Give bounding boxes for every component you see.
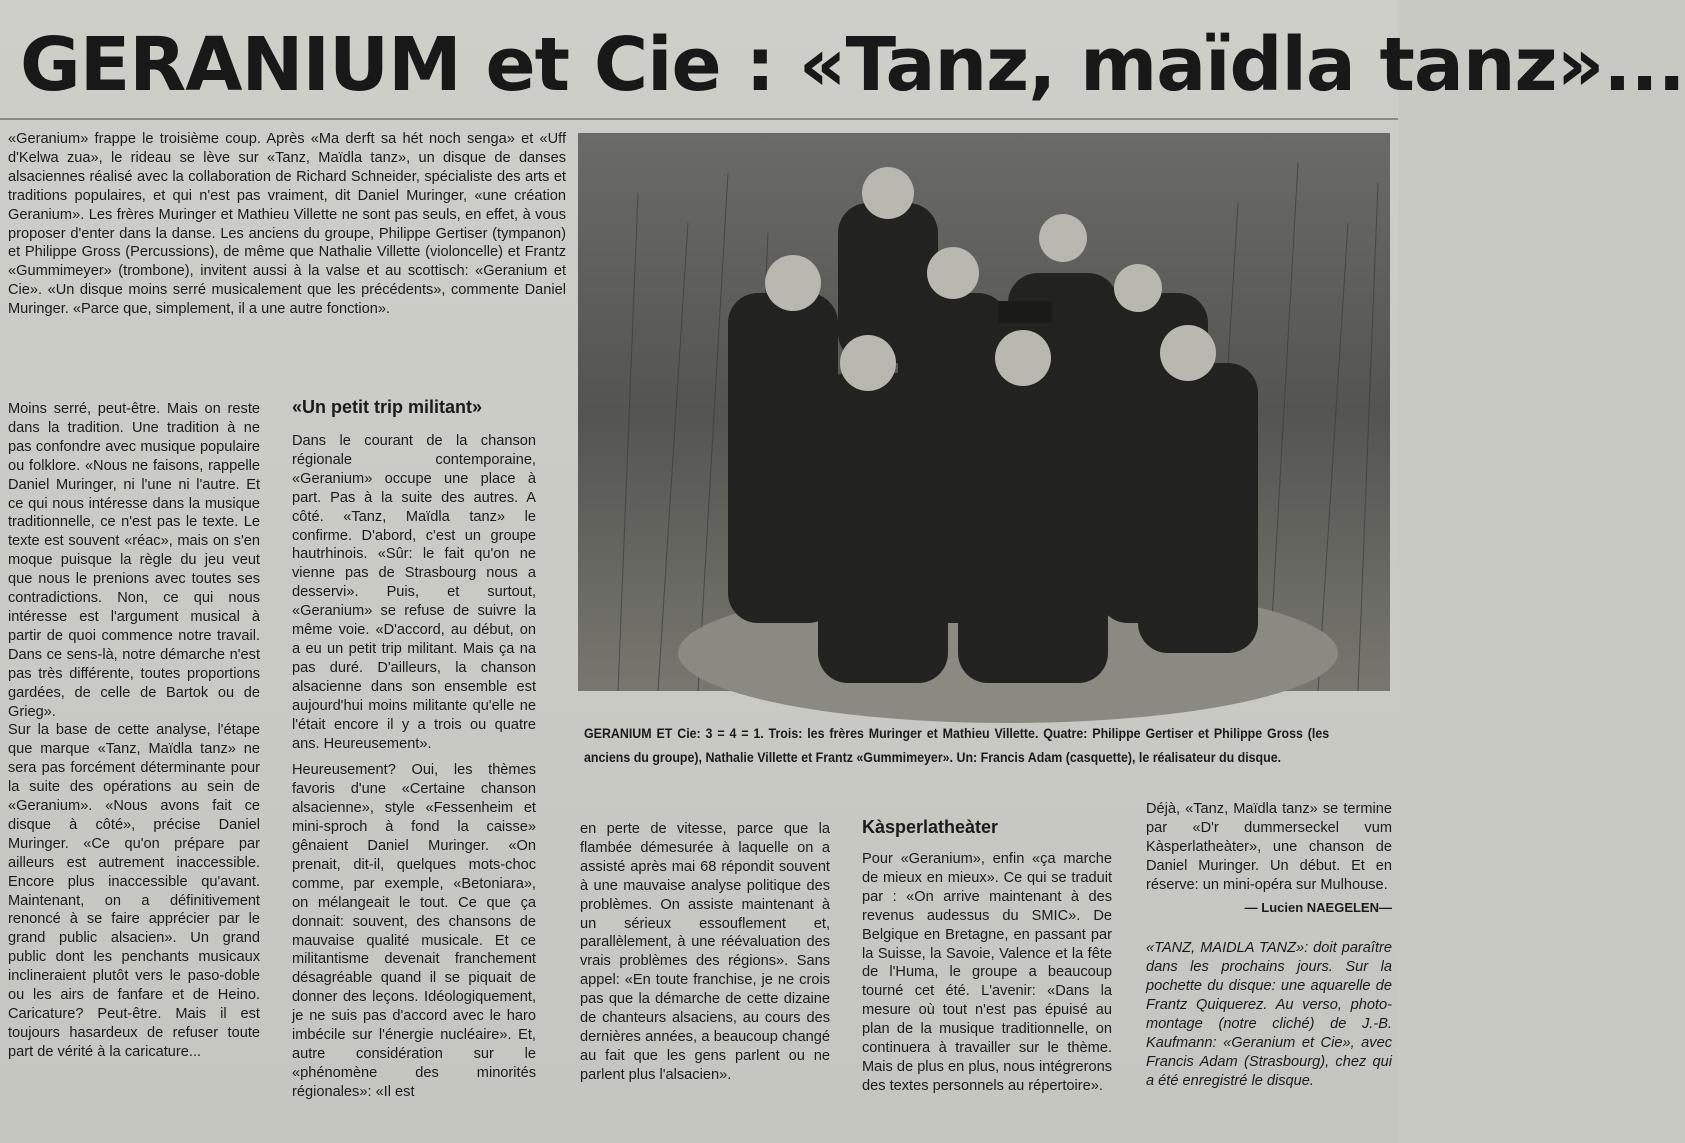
column-2 bbox=[292, 396, 536, 1140]
col1-paragraph-2: Sur la base de cette analyse, l'étape que marque «Tanz, Maïdla tanz» ne sera pas forcément déterminante pour la suite des opérations au sein de «Geranium». «Nous avons fait ce disque à côté», précise Daniel Muringer. «Ce qu'on prépare par ailleurs est autrement inaccessible. Encore plus inaccessible qu'avant. Maintenant, on a définitivement renoncé à se faire apprécier par le grand public alsacien». Un grand public dont les penchants musicaux inclineraient plutôt vers le paso-doble ou les airs de fanfare et de Heino. Caricature? Peut-être. Mais il est toujours hasardeux de refuser toute part de vérité à la caricature... bbox=[8, 722, 260, 1060]
column-4 bbox=[862, 816, 1112, 1140]
subhead-petit-trip: «Un petit trip militant» bbox=[292, 397, 483, 417]
column-5 bbox=[1146, 800, 1392, 1140]
author-signature: — Lucien NAEGELEN— bbox=[1244, 899, 1392, 915]
group-photo-icon bbox=[578, 133, 1390, 691]
intro-text: «Geranium» frappe le troisième coup. Après «Ma derft sa hét noch senga» et «Uff d'Kelwa zua», le rideau se lève sur «Tanz, Maïdla tanz», un disque de danses alsaciennes réalisé avec la collaboration de Richard Schneider, spécialiste des arts et traditions populaires, et qui n'est pas vraiment, dit Daniel Muringer, «une création Geranium». Les frères Muringer et Mathieu Villette ne sont pas seuls, en effet, à vous proposer d'enter dans la danse. Les anciens du groupe, Philippe Gertiser (tympanon) et Philippe Gross (Percussions), de même que Nathalie Villette (violoncelle) et Frantz «Gummimeyer» (trombone), invitent aussi à la valse et au scottisch: «Geranium et Cie». «Un disque moins serré musicalement que les précédents», commente Daniel Muringer. «Parce que, simplement, il a une autre fonction». bbox=[8, 131, 566, 318]
intro-paragraph bbox=[8, 130, 566, 380]
col3-paragraph: en perte de vitesse, parce que la flambée démesurée à laquelle on a assisté après mai 68 répondit souvent à une mauvaise analyse politique des problèmes. On assiste maintenant à un sérieux essouflement et, parallèlement, à une réévaluation des vrais problèmes des régions». Sans appel: «En toute franchise, je ne crois pas que la démarche de cette dizaine de chanteurs alsaciens, au cours des dernières années, a beaucoup changé au fait que les gens parlent ou ne parlent plus l'alsacien». bbox=[580, 821, 830, 1083]
subhead-kasperlatheater: Kàsperlatheàter bbox=[862, 817, 999, 837]
photo-caption: GERANIUM ET Cie: 3 = 4 = 1. Trois: les frères Muringer et Mathieu Villette. Quatre: Philippe Gertiser et Philippe Gross (les anciens du groupe), Nathalie Villette et Frantz «Gummimeyer». Un: Francis Adam (casquette), le réalisateur du disque. bbox=[584, 726, 1330, 765]
headline-rule bbox=[0, 118, 1398, 120]
col1-paragraph-1: Moins serré, peut-être. Mais on reste dans la tradition. Une tradition à ne pas confondre avec musique populaire ou folklore. «Nous ne faisons, rappelle Daniel Muringer, ni l'une ni l'autre. Et ce qui nous intéresse dans la musique traditionnelle, ce n'est pas le texte. Le texte est souvent «réac», mais on s'en moque puisque la règle du jeu veut que nous le prenions avec toutes ses contradictions. Non, ce qui nous intéresse est l'argument musical à partir de quoi commence notre travail. Dans ce sens-là, notre démarche n'est pas très différente, toutes proportions gardées, de celle de Bartok ou de Grieg». bbox=[8, 401, 260, 720]
headline: GERANIUM et Cie : «Tanz, maïdla tanz»... bbox=[20, 22, 1685, 108]
group-photo bbox=[578, 133, 1390, 691]
col4-paragraph: Pour «Geranium», enfin «ça marche de mieux en mieux». Ce qui se traduit par : «On arrive maintenant à des revenus audessus du SMIC». De Belgique en Bretagne, en passant par la Suisse, la Savoie, Valence et la fête de l'Huma, le groupe a beaucoup tourné cet été. L'avenir: «Dans la mesure où tout n'est pas épuisé au plan de la musique traditionnelle, on continuera à travailler sur le thème. Mais de plus en plus, nous intégrerons des textes personnels au répertoire». bbox=[862, 851, 1112, 1094]
col5-paragraph: Déjà, «Tanz, Maïdla tanz» se termine par «D'r dummerseckel vum Kàsperlatheàter», une chanson de Daniel Muringer. Un début. Et en réserve: un mini-opéra sur Mulhouse. bbox=[1146, 801, 1392, 893]
release-note: «TANZ, MAIDLA TANZ»: doit paraître dans les prochains jours. Sur la pochette du disque: une aquarelle de Frantz Quiquerez. Au verso, photo-montage (notre cliché) de J.-B. Kaufmann: «Geranium et Cie», avec Francis Adam (Strasbourg), chez qui a été enregistré le disque. bbox=[1146, 940, 1392, 1089]
column-3 bbox=[580, 820, 830, 1140]
column-1 bbox=[8, 400, 260, 1140]
col2-paragraph-2: Heureusement? Oui, les thèmes favoris d'une «Certaine chanson alsacienne», style «Fessenheim et mini-sproch à fond la caisse» gênaient Daniel Muringer. «On prenait, dit-il, quelques mots-choc comme, par exemple, «Betoniara», on mélangeait le tout. Ce que ça donnait: souvent, des chansons de mauvaise qualité musicale. Et ce militantisme devenait franchement désagréable quand il se piquait de donner des leçons. Idéologiquement, je ne suis pas d'accord avec le haro imbécile sur l'énergie nucléaire». Et, autre considération sur le «phénomène des minorités régionales»: «Il est bbox=[292, 762, 536, 1100]
col2-paragraph-1: Dans le courant de la chanson régionale contemporaine, «Geranium» occupe une place à part. Pas à la suite des autres. A côté. «Tanz, Maïdla tanz» le confirme. D'abord, c'est un groupe hautrhinois. «Sûr: le fait qu'on ne vienne pas de Strasbourg nous a desservi». Puis, et surtout, «Geranium» se refuse de suivre la même voie. «D'accord, au début, on a eu un petit trip militant. Mais ça na pas duré. D'ailleurs, la chanson alsacienne dans son ensemble est aujourd'hui moins militante qu'elle ne l'était encore il y a trois ou quatre ans. Heureusement». bbox=[292, 433, 536, 752]
